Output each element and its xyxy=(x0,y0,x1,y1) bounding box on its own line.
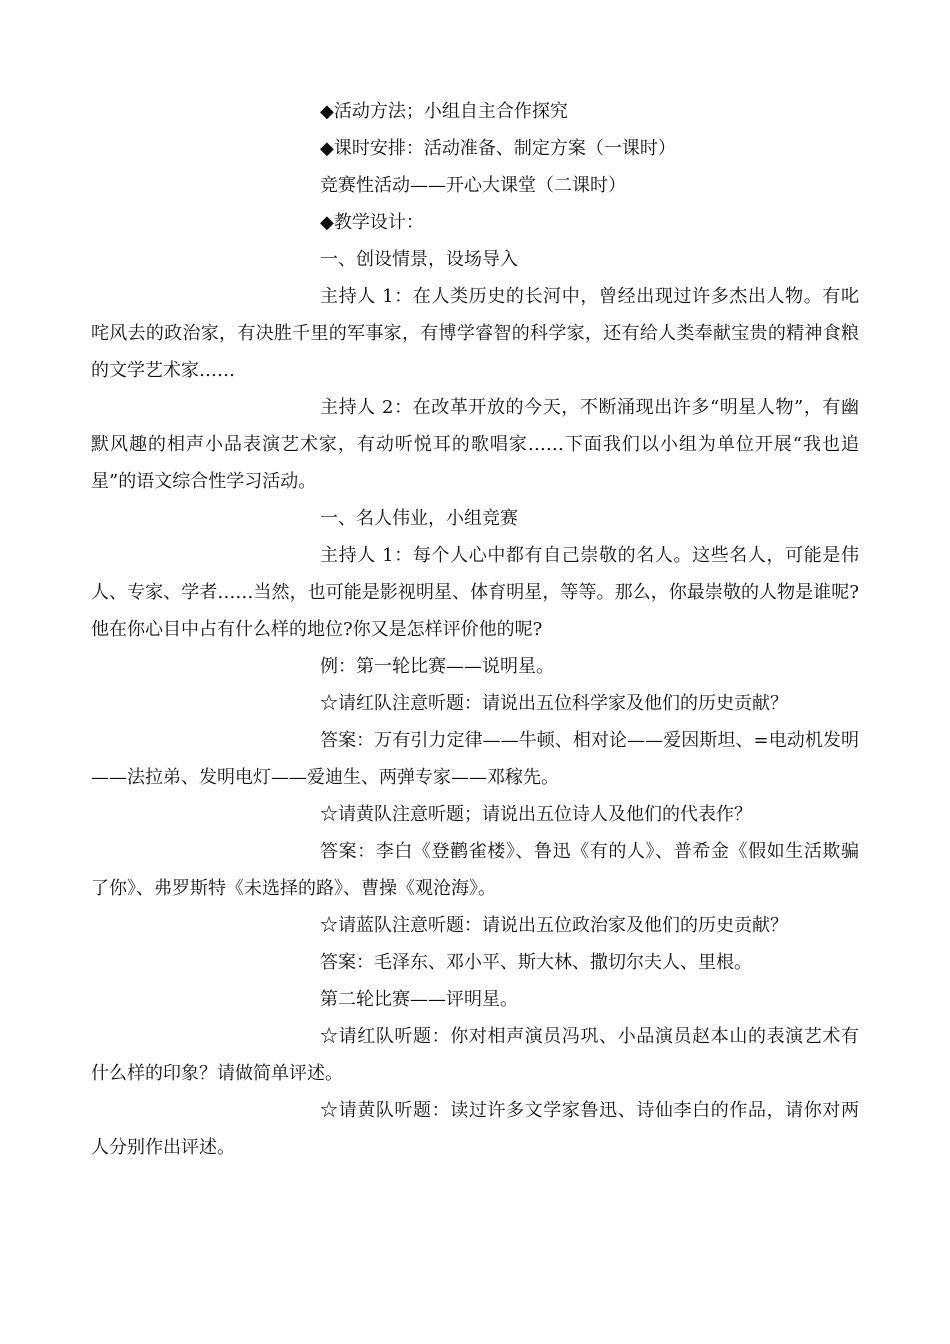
yellow-team-question-2: ☆请黄队听题：读过许多文学家鲁迅、诗仙李白的作品，请你对两人分别作出评述。 xyxy=(91,1100,859,1158)
section-heading-contest: 一、名人伟业，小组竞赛 xyxy=(320,508,518,529)
activity-method-line: ◆活动方法；小组自主合作探究 xyxy=(320,101,568,122)
red-team-question-2: ☆请红队听题：你对相声演员冯巩、小品演员赵本山的表演艺术有什么样的印象？请做简单评述。 xyxy=(91,1026,859,1084)
host1-intro-paragraph: 主持人 1：在人类历史的长河中，曾经出现过许多杰出人物。有叱咤风去的政治家，有决胜千里的军事家，有博学睿智的科学家，还有给人类奉献宝贵的精神食粮的文学艺术家…… xyxy=(91,286,859,381)
competition-activity-line: 竞赛性活动——开心大课堂（二课时） xyxy=(320,175,626,196)
section-heading-intro: 一、创设情景，设场导入 xyxy=(320,249,518,270)
blue-team-question-1: ☆请蓝队注意听题：请说出五位政治家及他们的历史贡献？ xyxy=(320,915,788,936)
red-team-question-1: ☆请红队注意听题：请说出五位科学家及他们的历史贡献？ xyxy=(320,693,788,714)
round2-heading: 第二轮比赛——评明星。 xyxy=(320,989,518,1010)
teaching-design-heading: ◆教学设计： xyxy=(320,212,424,233)
schedule-line: ◆课时安排：活动准备、制定方案（一课时） xyxy=(320,138,676,159)
yellow-team-answer-1: 答案：李白《登鹳雀楼》、鲁迅《有的人》、普希金《假如生活欺骗了你》、弗罗斯特《未选择的路》、曹操《观沧海》。 xyxy=(91,841,859,899)
red-team-answer-1: 答案：万有引力定律——牛顿、相对论——爱因斯坦、=电动机发明——法拉弟、发明电灯——爱迪生、两弹专家——邓稼先。 xyxy=(91,730,859,788)
blue-team-answer-1: 答案：毛泽东、邓小平、斯大林、撒切尔夫人、里根。 xyxy=(320,952,752,973)
yellow-team-question-1: ☆请黄队注意听题；请说出五位诗人及他们的代表作？ xyxy=(320,804,752,825)
document-body xyxy=(91,93,859,1166)
host2-intro-paragraph: 主持人 2：在改革开放的今天，不断涌现出许多“明星人物”，有幽默风趣的相声小品表演艺术家，有动听悦耳的歌唱家……下面我们以小组为单位开展“我也追星”的语文综合性学习活动。 xyxy=(91,397,859,492)
round1-heading: 例：第一轮比赛——说明星。 xyxy=(320,656,554,677)
host1-contest-paragraph: 主持人 1：每个人心中都有自己崇敬的名人。这些名人，可能是伟人、专家、学者……当然，也可能是影视明星、体育明星，等等。那么，你最崇敬的人物是谁呢?他在你心目中占有什么样的地位?你又是怎样评价他的呢? xyxy=(91,545,859,640)
